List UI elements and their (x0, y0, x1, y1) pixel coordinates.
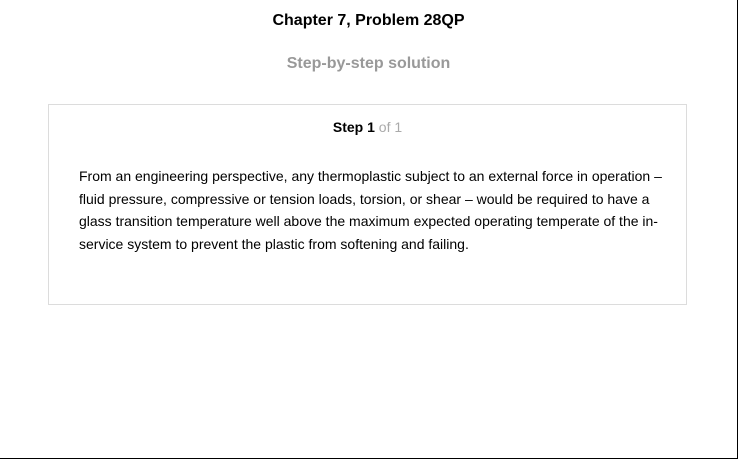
step-header (49, 119, 686, 135)
step-card (48, 104, 687, 305)
step-number: 1 (367, 119, 375, 135)
solution-subtitle: Step-by-step solution (286, 55, 451, 72)
step-of-total: of 1 (378, 119, 403, 135)
page-title: Chapter 7, Problem 28QP (272, 12, 465, 29)
step-body-text: From an engineering perspective, any thermoplastic subject to an external force in operation – fluid pressure, compressive or tension loads, torsion, or shear – would be required to have a glass transition temperature well above the maximum expected operating temperate of the in-service system to prevent the plastic from softening and failing. (79, 168, 662, 252)
step-label: Step (332, 119, 364, 135)
